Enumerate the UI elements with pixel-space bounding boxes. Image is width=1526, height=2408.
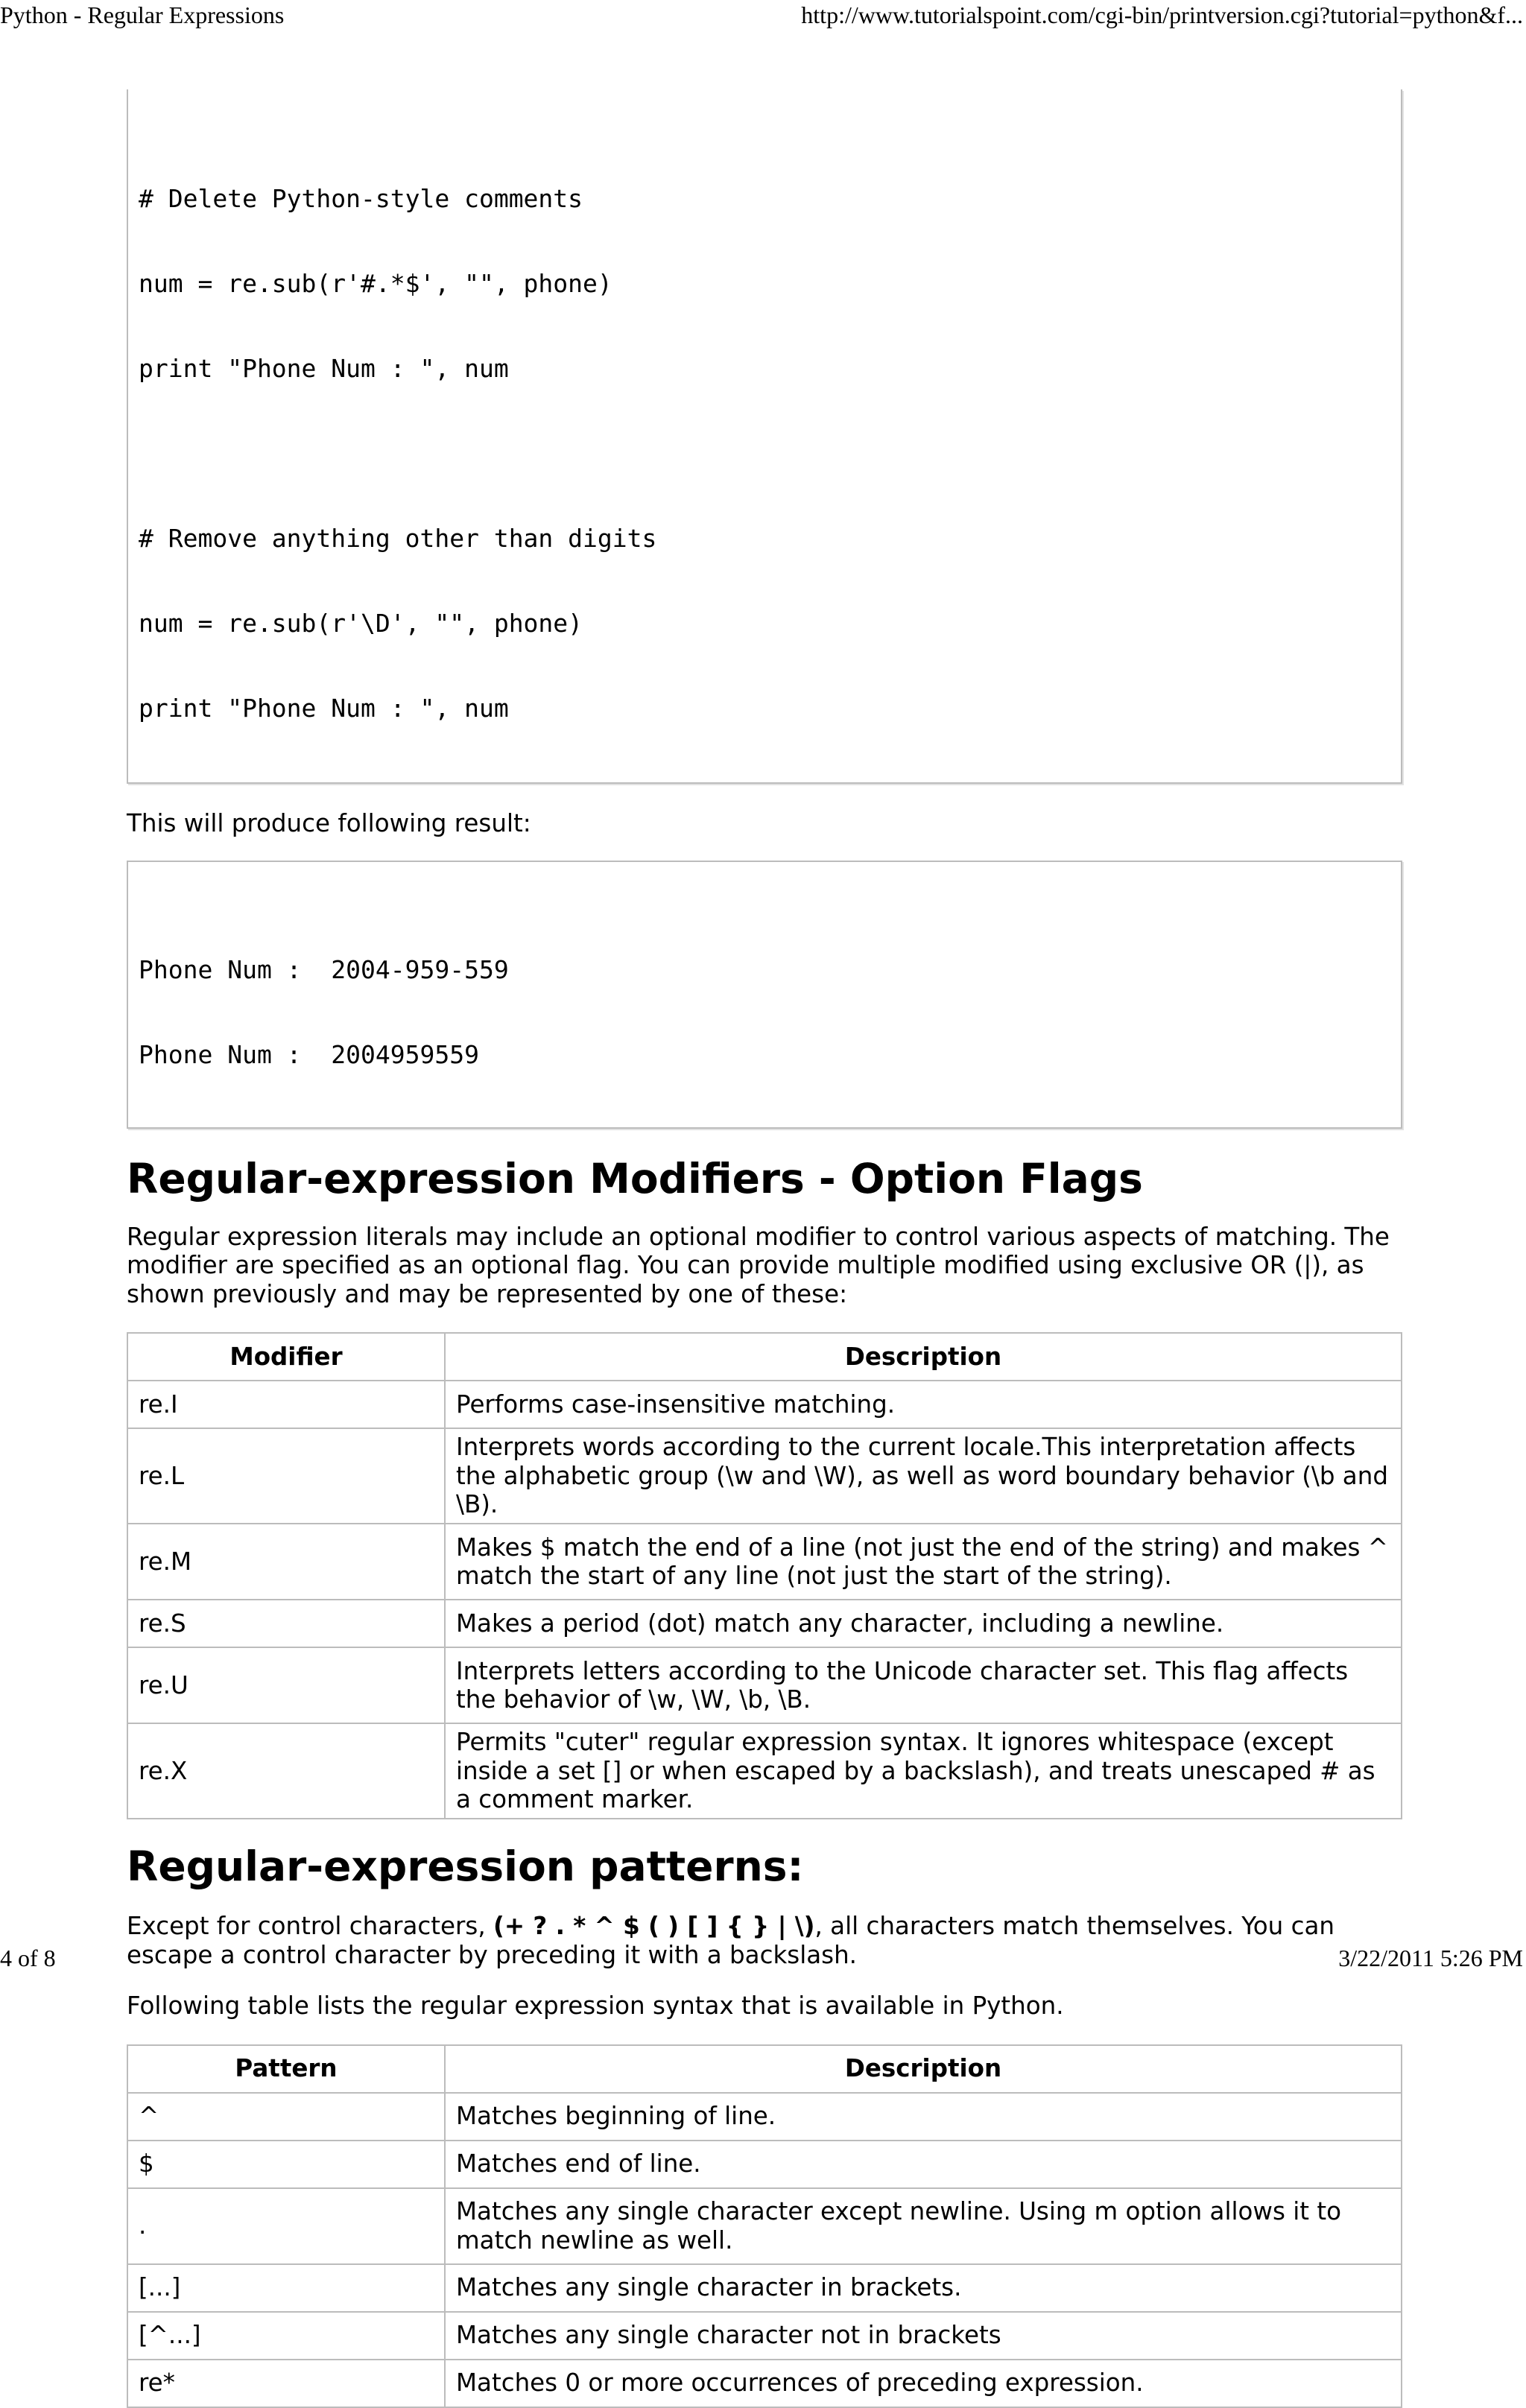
table-header-row (127, 1333, 1402, 1381)
modifier-cell: re.L (127, 1428, 445, 1524)
description-cell: Makes a period (dot) match any character, including a newline. (445, 1600, 1402, 1647)
description-cell: Performs case-insensitive matching. (445, 1381, 1402, 1428)
table-row (127, 1524, 1402, 1600)
code-line: # Remove anything other than digits (139, 524, 657, 553)
description-cell: Matches 0 or more occurrences of preceding expression. (445, 2360, 1402, 2407)
code-line: # Delete Python-style comments (139, 184, 583, 213)
result-intro: This will produce following result: (127, 809, 531, 837)
table-row (127, 1428, 1402, 1524)
result-line: Phone Num : 2004959559 (139, 1039, 479, 1069)
modifier-cell: re.U (127, 1647, 445, 1723)
modifiers-intro: Regular expression literals may include an optional modifier to control various aspects of matching. The modifier are specified as an optional flag. You can provide multiple modified using exclusive OR (|), as shown previously and may be represented by one of these: (127, 1222, 1390, 1308)
result-line: Phone Num : 2004-959-559 (139, 954, 509, 984)
code-line: print "Phone Num : ", num (139, 354, 509, 383)
patterns-heading: Regular-expression patterns: (127, 1843, 804, 1890)
table-row (127, 2188, 1402, 2264)
print-datetime: 3/22/2011 5:26 PM (1338, 1945, 1523, 1971)
description-cell: Makes $ match the end of a line (not just the end of the string) and makes ^ match the start of any line (not just the start of the string). (445, 1524, 1402, 1600)
table-row (127, 1723, 1402, 1819)
patterns-table-intro: Following table lists the regular expression syntax that is available in Python. (127, 1992, 1064, 2020)
table-row (127, 2093, 1402, 2141)
control-characters: (+ ? . * ^ $ ( ) [ ] { } | \) (493, 1912, 815, 1940)
table-row (127, 2312, 1402, 2360)
description-cell: Interprets words according to the current locale.This interpretation affects the alphabetic group (\w and \W), as well as word boundary behavior (\b and \B). (445, 1428, 1402, 1524)
modifiers-heading: Regular-expression Modifiers - Option Flags (127, 1154, 1143, 1203)
patterns-intro (127, 1912, 1402, 1969)
description-cell: Matches any single character not in brackets (445, 2312, 1402, 2360)
modifiers-table (127, 1332, 1402, 1819)
result-block (127, 861, 1402, 1129)
table-row (127, 1600, 1402, 1647)
pattern-cell: [...] (127, 2264, 445, 2312)
table-row (127, 2360, 1402, 2407)
page-number: 4 of 8 (0, 1945, 56, 1971)
modifier-cell: re.M (127, 1524, 445, 1600)
code-block (127, 89, 1402, 784)
patterns-intro-after: , all characters match themselves. You can escape a control character by preceding it with a backslash. (127, 1912, 1335, 1969)
description-cell: Matches end of line. (445, 2141, 1402, 2188)
table-header-row (127, 2045, 1402, 2093)
pattern-cell: re* (127, 2360, 445, 2407)
table-row (127, 2141, 1402, 2188)
table-row (127, 2264, 1402, 2312)
description-cell: Matches beginning of line. (445, 2093, 1402, 2141)
modifier-cell: re.S (127, 1600, 445, 1647)
modifier-cell: re.X (127, 1723, 445, 1819)
description-cell: Matches any single character except newline. Using m option allows it to match newline as well. (445, 2188, 1402, 2264)
code-line: num = re.sub(r'#.*$', "", phone) (139, 269, 612, 298)
print-header-title: Python - Regular Expressions (0, 1, 285, 28)
table-row (127, 1647, 1402, 1723)
column-header-pattern: Pattern (127, 2045, 445, 2093)
patterns-intro-before: Except for control characters, (127, 1912, 493, 1940)
modifier-cell: re.I (127, 1381, 445, 1428)
code-line: print "Phone Num : ", num (139, 694, 509, 723)
print-header-url: http://www.tutorialspoint.com/cgi-bin/printversion.cgi?tutorial=python&f... (801, 1, 1523, 28)
description-cell: Matches any single character in brackets. (445, 2264, 1402, 2312)
pattern-cell: [^...] (127, 2312, 445, 2360)
pattern-cell: $ (127, 2141, 445, 2188)
description-cell: Interprets letters according to the Unicode character set. This flag affects the behavior of \w, \W, \b, \B. (445, 1647, 1402, 1723)
code-line (139, 440, 1390, 468)
column-header-description: Description (445, 1333, 1402, 1381)
column-header-description: Description (445, 2045, 1402, 2093)
table-row (127, 1381, 1402, 1428)
pattern-cell: . (127, 2188, 445, 2264)
column-header-modifier: Modifier (127, 1333, 445, 1381)
page-content (127, 89, 1402, 2408)
patterns-table (127, 2044, 1402, 2408)
description-cell: Permits "cuter" regular expression syntax. It ignores whitespace (except inside a set [] or when escaped by a backslash), and treats unescaped # as a comment marker. (445, 1723, 1402, 1819)
pattern-cell: ^ (127, 2093, 445, 2141)
code-line: num = re.sub(r'\D', "", phone) (139, 609, 583, 638)
